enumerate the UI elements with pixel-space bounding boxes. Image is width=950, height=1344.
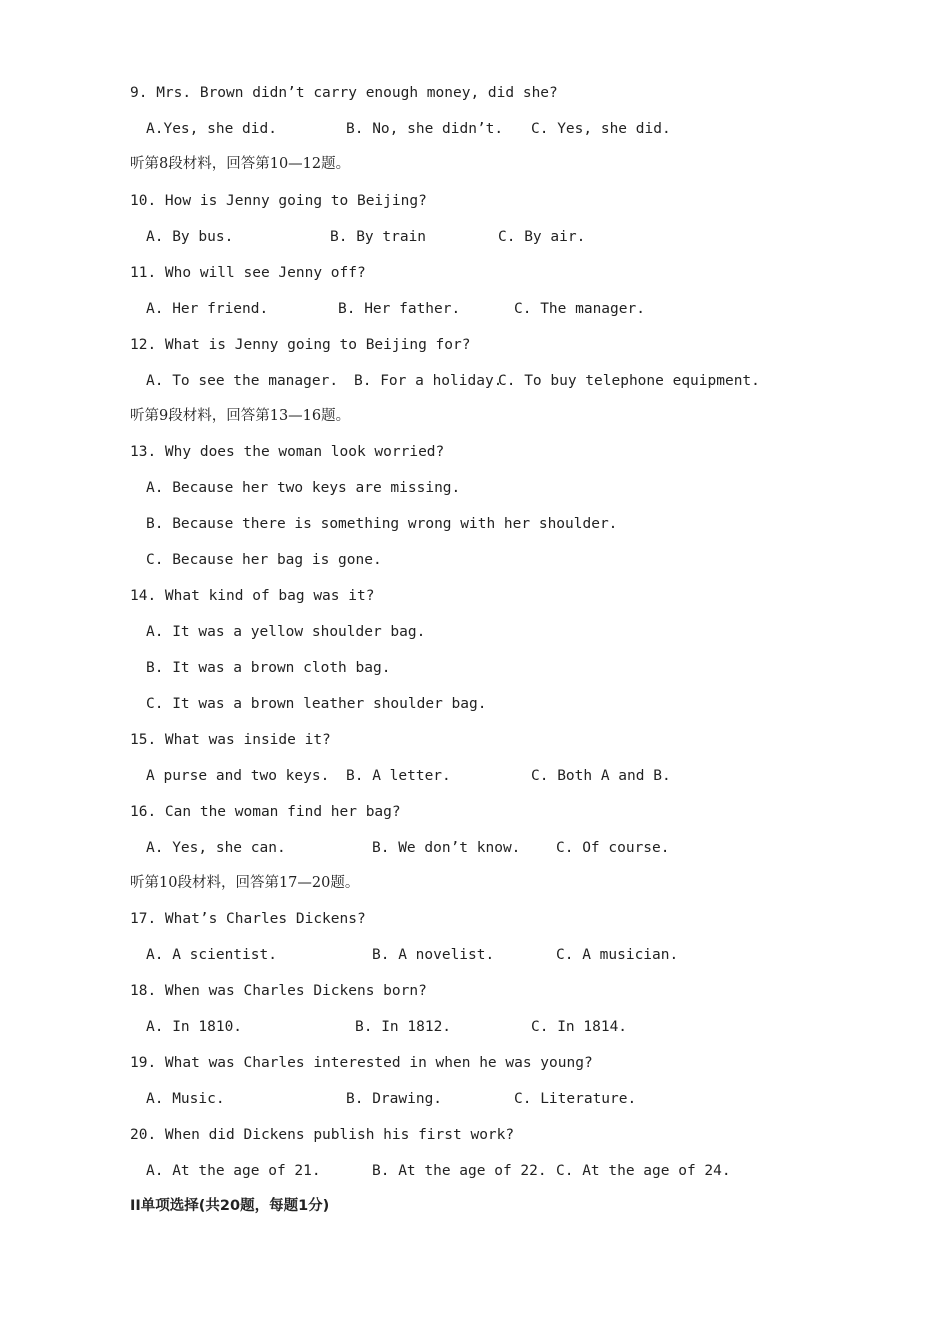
question-20: 20. When did Dickens publish his first work? [130,1127,515,1143]
option-a: A. By bus. [146,229,234,245]
option-b: B. A novelist. [372,947,495,963]
option-a: A. To see the manager. [146,373,339,389]
option-b: B. A letter. [346,768,451,784]
question-10: 10. How is Jenny going to Beijing? [130,193,427,209]
option-a: A. Her friend. [146,301,269,317]
option-c: C. In 1814. [531,1019,628,1035]
section-heading-10: 听第10段材料，回答第17—20题。 [130,875,360,891]
question-15: 15. What was inside it? [130,732,331,748]
option-b: B. We don’t know. [372,840,521,856]
option-a: A. Music. [146,1091,225,1107]
option-a: A.Yes, she did. [146,121,277,137]
option-c: C. The manager. [514,301,645,317]
option-b: B. It was a brown cloth bag. [146,660,391,676]
option-c: C. It was a brown leather shoulder bag. [146,696,487,712]
option-b: B. Because there is something wrong with her shoulder. [146,516,618,532]
question-16: 16. Can the woman find her bag? [130,804,401,820]
option-b: B. Her father. [338,301,461,317]
question-11: 11. Who will see Jenny off? [130,265,366,281]
option-a: A. Because her two keys are missing. [146,480,461,496]
section-heading-8: 听第8段材料，回答第10—12题。 [130,156,351,172]
option-c: C. To buy telephone equipment. [498,373,760,389]
option-c: C. A musician. [556,947,679,963]
option-a: A. At the age of 21. [146,1163,321,1179]
question-17: 17. What’s Charles Dickens? [130,911,366,927]
section-heading-9: 听第9段材料，回答第13—16题。 [130,408,351,424]
option-b: B. No, she didn’t. [346,121,504,137]
option-a: A. It was a yellow shoulder bag. [146,624,426,640]
option-c: C. Both A and B. [531,768,671,784]
option-b: B. For a holiday. [354,373,503,389]
option-b: B. By train [330,229,427,245]
option-a: A. In 1810. [146,1019,243,1035]
question-12: 12. What is Jenny going to Beijing for? [130,337,471,353]
option-c: C. Yes, she did. [531,121,671,137]
option-a: A. Yes, she can. [146,840,286,856]
option-c: C. Because her bag is gone. [146,552,382,568]
question-13: 13. Why does the woman look worried? [130,444,445,460]
option-c: C. Of course. [556,840,670,856]
question-18: 18. When was Charles Dickens born? [130,983,427,999]
option-c: C. Literature. [514,1091,637,1107]
question-19: 19. What was Charles interested in when he was young? [130,1055,593,1071]
option-a: A. A scientist. [146,947,277,963]
part-heading: II单项选择(共20题，每题1分) [130,1198,330,1214]
option-b: B. In 1812. [355,1019,452,1035]
option-c: C. At the age of 24. [556,1163,731,1179]
option-b: B. At the age of 22. [372,1163,547,1179]
question-14: 14. What kind of bag was it? [130,588,375,604]
option-b: B. Drawing. [346,1091,443,1107]
question-9: 9. Mrs. Brown didn’t carry enough money, did she? [130,85,558,101]
option-a: A purse and two keys. [146,768,330,784]
option-c: C. By air. [498,229,586,245]
